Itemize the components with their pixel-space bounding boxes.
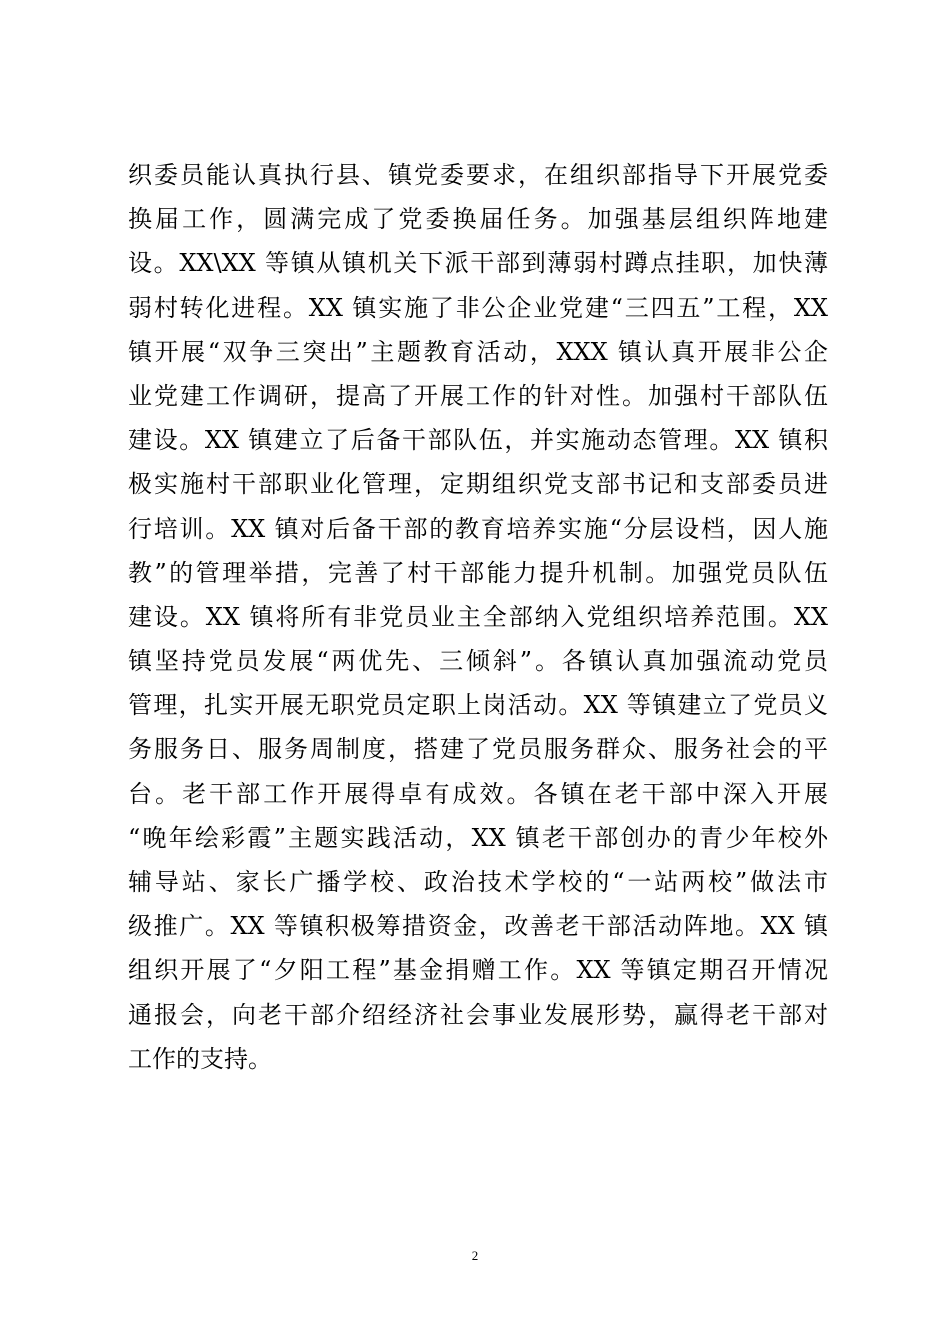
text-line: 台。老干部工作开展得卓有成效。各镇在老干部中深入开展	[128, 779, 828, 808]
text-line: 业党建工作调研，提高了开展工作的针对性。加强村干部队伍	[128, 381, 828, 410]
text-line: 镇坚持党员发展“两优先、三倾斜”。各镇认真加强流动党员	[128, 647, 828, 676]
page-number: 2	[471, 1248, 479, 1263]
text-line: 辅导站、家长广播学校、政治技术学校的“一站两校”做法市	[128, 868, 828, 896]
text-line: 建设。XX 镇将所有非党员业主全部纳入党组织培养范围。XX	[128, 602, 828, 631]
text-line: 织委员能认真执行县、镇党委要求，在组织部指导下开展党委	[128, 161, 828, 189]
text-line: 建设。XX 镇建立了后备干部队伍，并实施动态管理。XX 镇积	[128, 426, 828, 455]
text-line: 行培训。XX 镇对后备干部的教育培养实施“分层设档，因人施	[128, 514, 828, 543]
text-line: 工作的支持。	[128, 1044, 272, 1073]
text-line: 换届工作，圆满完成了党委换届任务。加强基层组织阵地建	[128, 205, 828, 234]
text-line: 组织开展了“夕阳工程”基金捐赠工作。XX 等镇定期召开情况	[128, 956, 828, 985]
text-line: 弱村转化进程。XX 镇实施了非公企业党建“三四五”工程，XX	[128, 293, 828, 322]
text-line: 通报会，向老干部介绍经济社会事业发展形势，赢得老干部对	[128, 1000, 828, 1029]
body-paragraph	[128, 153, 828, 1081]
text-line: 镇开展“双争三突出”主题教育活动，XXX 镇认真开展非公企	[128, 337, 828, 366]
text-line: 极实施村干部职业化管理，定期组织党支部书记和支部委员进	[128, 470, 828, 499]
text-line: “晚年绘彩霞”主题实践活动，XX 镇老干部创办的青少年校外	[128, 823, 828, 852]
text-line: 设。XX\XX 等镇从镇机关下派干部到薄弱村蹲点挂职，加快薄	[128, 249, 828, 278]
text-line: 务服务日、服务周制度，搭建了党员服务群众、服务社会的平	[128, 735, 828, 764]
text-line: 管理，扎实开展无职党员定职上岗活动。XX 等镇建立了党员义	[128, 691, 828, 720]
text-line: 级推广。XX 等镇积极筹措资金，改善老干部活动阵地。XX 镇	[128, 912, 828, 941]
text-line: 教”的管理举措，完善了村干部能力提升机制。加强党员队伍	[128, 558, 828, 587]
